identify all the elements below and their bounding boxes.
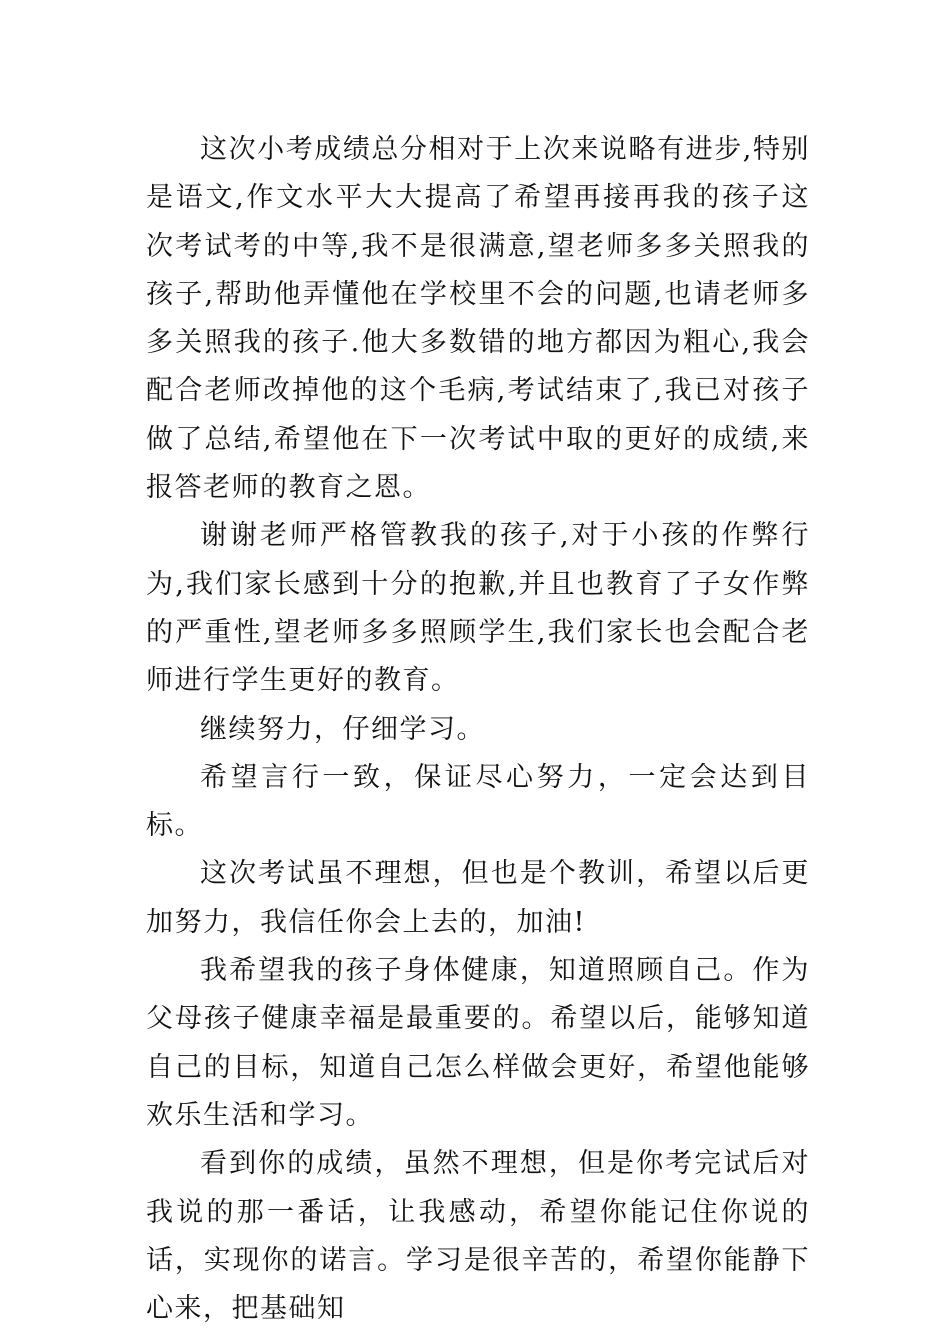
paragraph-promise: 看到你的成绩，虽然不理想，但是你考完试后对我说的那一番话，让我感动，希望你能记住你说的话，实现你的诺言。学习是很辛苦的，希望你能静下心来，把基础知: [146, 1148, 810, 1325]
paragraph-cheating-apology: 谢谢老师严格管教我的孩子,对于小孩的作弊行为,我们家长感到十分的抱歉,并且也教育了子女作弊的严重性,望老师多多照顾学生,我们家长也会配合老师进行学生更好的教育。: [146, 520, 810, 697]
paragraph-lesson-learned: 这次考试虽不理想，但也是个教训，希望以后更加努力，我信任你会上去的，加油!: [146, 858, 810, 938]
paragraph-reach-goal: 希望言行一致，保证尽心努力，一定会达到目标。: [146, 761, 810, 842]
document-body: [146, 126, 810, 1333]
paragraph-exam-progress: 这次小考成绩总分相对于上次来说略有进步,特别是语文,作文水平大大提高了希望再接再我的孩子这次考试考的中等,我不是很满意,望老师多多关照我的孩子,帮助他弄懂他在学校里不会的问题,也请老师多多关照我的孩子.他大多数错的地方都因为粗心,我会配合老师改掉他的这个毛病,考试结束了,我已对孩子做了总结,希望他在下一次考试中取的更好的成绩,来报答老师的教育之恩。: [146, 134, 810, 504]
paragraph-health-wishes: 我希望我的孩子身体健康，知道照顾自己。作为父母孩子健康幸福是最重要的。希望以后，能够知道自己的目标，知道自己怎么样做会更好，希望他能够欢乐生活和学习。: [146, 955, 810, 1131]
paragraph-keep-working: 继续努力，仔细学习。: [200, 713, 485, 745]
